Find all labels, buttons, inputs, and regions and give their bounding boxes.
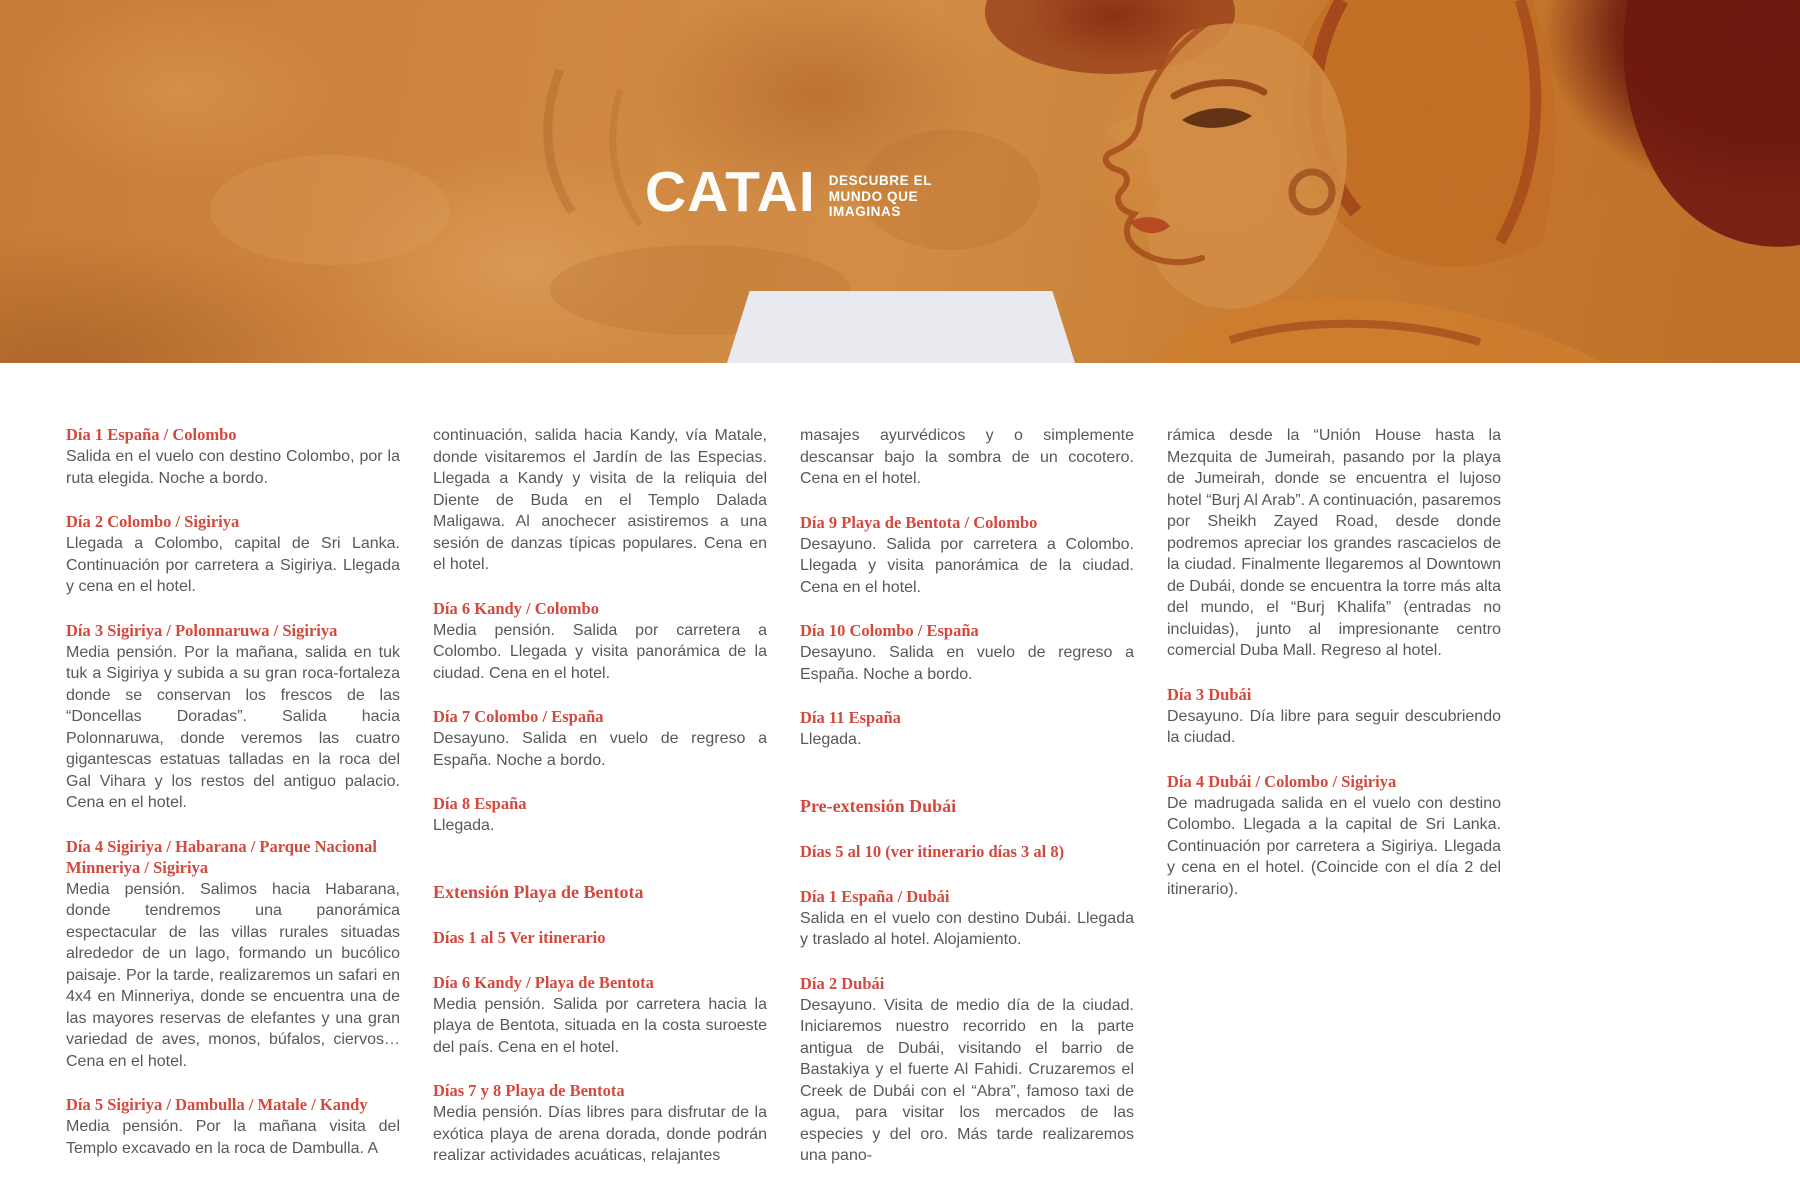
- itinerary-paragraph: Desayuno. Día libre para seguir descubriendo la ciudad.: [1167, 707, 1501, 746]
- day-heading: Día 10 Colombo / España: [800, 621, 979, 640]
- itinerary-paragraph: Llegada.: [433, 817, 495, 834]
- day-heading: Día 5 Sigiriya / Dambulla / Matale / Kandy: [66, 1095, 368, 1114]
- itinerary-paragraph: Desayuno. Visita de medio día de la ciudad. Iniciaremos nuestro recorrido en la parte antigua de Dubái, visitando el barrio de Bastakiya y el fuerte Al Fahidi. Cruzaremos el Creek de Dubái con el “Abra”, famoso taxi de agua, para visitar los mercados de las especies y del oro. Más tarde realizaremos una pano-: [800, 996, 1134, 1164]
- itinerary-paragraph: Salida en el vuelo con destino Colombo, por la ruta elegida. Noche a bordo.: [66, 448, 400, 487]
- text-column-1: [66, 424, 400, 1189]
- itinerary-paragraph: Media pensión. Salida por carretera a Colombo. Llegada y visita panorámica de la ciudad. Cena en el hotel.: [433, 621, 767, 682]
- day-heading: Día 11 España: [800, 708, 901, 727]
- itinerary-paragraph: Media pensión. Salimos hacia Habarana, donde tendremos una panorámica espectacular de las villas rurales situadas alrededor de un lago, formando un bucólico paisaje. Por la tarde, realizaremos un safari en 4x4 en Minneriya, donde se encuentra una de las mayores reservas de elefantes y una gran variedad de aves, monos, búfalos, ciervos… Cena en el hotel.: [66, 880, 400, 1070]
- day-heading: Día 3 Sigiriya / Polonnaruwa / Sigiriya: [66, 620, 338, 640]
- day-range-heading: Días 5 al 10 (ver itinerario días 3 al 8): [800, 841, 1065, 861]
- itinerary-paragraph: Llegada a Colombo, capital de Sri Lanka. Continuación por carretera a Sigiriya. Llegada y cena en el hotel.: [66, 535, 400, 595]
- day-range-heading: Días 1 al 5 Ver itinerario: [433, 927, 606, 947]
- itinerary-paragraph: Desayuno. Salida por carretera a Colombo. Llegada y visita panorámica de la ciudad. Cena en el hotel.: [800, 535, 1134, 596]
- itinerary-paragraph: Salida en el vuelo con destino Dubái. Llegada y traslado al hotel. Alojamiento.: [800, 909, 1134, 948]
- tagline-line-3: IMAGINAS: [828, 204, 901, 219]
- itinerary-paragraph: Desayuno. Salida en vuelo de regreso a España. Noche a bordo.: [800, 644, 1134, 683]
- text-column-2: [433, 424, 767, 1189]
- day-heading: Día 8 España: [433, 794, 527, 813]
- day-heading: Día 7 Colombo / España: [433, 707, 604, 726]
- day-heading: Día 2 Dubái: [800, 973, 885, 993]
- itinerary-paragraph: Llegada.: [800, 731, 862, 748]
- tagline-line-1: DESCUBRE EL: [828, 173, 933, 188]
- itinerary-paragraph: rámica desde la “Unión House hasta la Mezquita de Jumeirah, pasando por la playa de Jumeirah, donde se encuentra el lujoso hotel “Burj Al Arab”. A continuación, pasaremos por Sheikh Zayed Road, desde donde podremos apreciar los grandes rascacielos de la ciudad. Finalmente llegaremos al Downtown de Dubái, donde se encuentra la torre más alta del mundo, el “Burj Khalifa” (entradas no incluidas), junto al impresionante centro comercial Duba Mall. Regreso al hotel.: [1167, 427, 1501, 659]
- tagline-line-2: MUNDO QUE: [828, 188, 919, 204]
- brand-tagline: [829, 173, 932, 220]
- day-heading: Días 7 y 8 Playa de Bentota: [433, 1081, 625, 1100]
- day-heading: Día 9 Playa de Bentota / Colombo: [800, 512, 1038, 532]
- day-heading: Día 1 España / Dubái: [800, 886, 950, 906]
- content-card-notch: [727, 291, 1075, 363]
- itinerary-paragraph: Media pensión. Días libres para disfrutar de la exótica playa de arena dorada, donde podrán realizar actividades acuáticas, relajantes: [433, 1104, 767, 1164]
- section-heading: Extensión Playa de Bentota: [433, 881, 644, 902]
- itinerary-paragraph: Media pensión. Por la mañana visita del Templo excavado en la roca de Dambulla. A: [66, 1118, 400, 1157]
- section-heading: Pre-extensión Dubái: [800, 795, 957, 816]
- hero-fresco-banner: [0, 0, 1800, 363]
- itinerary-paragraph: continuación, salida hacia Kandy, vía Matale, donde visitaremos el Jardín de las Especias. Llegada a Kandy y visita de la reliquia del Diente de Buda en el Templo Dalada Maligawa. Al anochecer asistiremos a una sesión de danzas típicas populares. Cena en el hotel.: [433, 427, 767, 573]
- text-column-3: [800, 424, 1134, 1189]
- day-heading: Día 2 Colombo / Sigiriya: [66, 512, 240, 531]
- itinerary-paragraph: masajes ayurvédicos y o simplemente descansar bajo la sombra de un cocotero. Cena en el hotel.: [800, 427, 1134, 487]
- itinerary-paragraph: Desayuno. Salida en vuelo de regreso a España. Noche a bordo.: [433, 730, 767, 769]
- itinerary-paragraph: Media pensión. Salida por carretera hacia la playa de Bentota, situada en la costa suroeste del país. Cena en el hotel.: [433, 995, 767, 1056]
- day-heading: Día 6 Kandy / Colombo: [433, 598, 599, 618]
- itinerary-paragraph: Media pensión. Por la mañana, salida en tuk tuk a Sigiriya y subida a su gran roca-fortaleza donde se conservan los frescos de las “Doncellas Doradas”. Salida hacia Polonnaruwa, donde veremos las cuatro gigantescas estatuas talladas en la roca del Gal Vihara y los restos del antiguo palacio. Cena en el hotel.: [66, 643, 400, 811]
- day-heading: Día 1 España / Colombo: [66, 425, 237, 444]
- day-heading: Día 3 Dubái: [1167, 684, 1252, 704]
- day-heading: Día 4 Dubái / Colombo / Sigiriya: [1167, 771, 1397, 791]
- itinerary-columns: [0, 363, 1800, 1189]
- itinerary-paragraph: De madrugada salida en el vuelo con destino Colombo. Llegada a la capital de Sri Lanka. Continuación por carretera a Sigiriya. Llegada y cena en el hotel. (Coincide con el día 2 del itinerario).: [1167, 794, 1501, 898]
- catai-logo: CATAI: [645, 160, 816, 224]
- brand-lockup: [645, 160, 933, 224]
- day-heading: Día 4 Sigiriya / Habarana / Parque Nacional Minneriya / Sigiriya: [66, 836, 377, 877]
- day-heading: Día 6 Kandy / Playa de Bentota: [433, 972, 654, 992]
- text-column-4: [1167, 424, 1501, 1189]
